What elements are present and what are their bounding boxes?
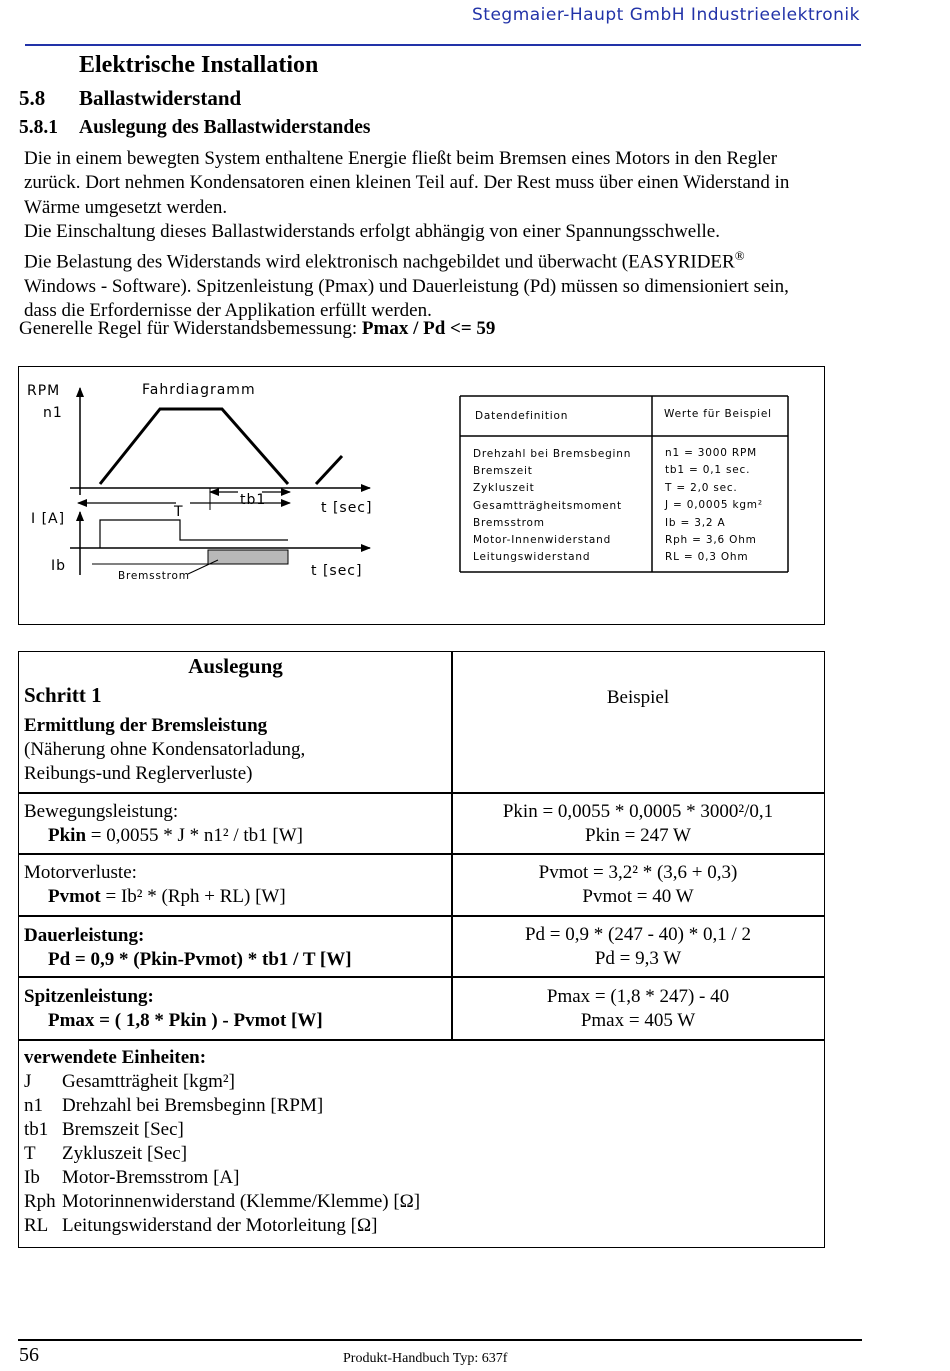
intro-line: Die in einem bewegten System enthaltene Energie fließt beim Bremsen eines Motors in den Regler xyxy=(24,148,778,169)
step-note-2: Reibungs-und Reglerverluste) xyxy=(24,763,253,784)
unit-symbol: n1 xyxy=(24,1095,43,1116)
section-number: 5.8 xyxy=(19,86,46,110)
units-symbols xyxy=(24,1070,56,1238)
example-line-2: Pmax = 405 W xyxy=(580,1010,696,1031)
brake-current-block xyxy=(208,550,288,564)
dt-definition: Leitungswiderstand xyxy=(473,551,591,564)
formula-symbol: Pkin xyxy=(48,825,87,846)
unit-symbol: T xyxy=(24,1143,36,1164)
dt-definitions xyxy=(473,446,631,566)
dt-values xyxy=(665,445,763,567)
section-title: Ballastwiderstand xyxy=(79,86,242,110)
speed-profile xyxy=(100,409,288,484)
step-title: Ermittlung der Bremsleistung xyxy=(24,715,268,736)
unit-symbol: RL xyxy=(24,1215,49,1236)
unit-description: Motor-Bremsstrom [A] xyxy=(62,1167,240,1188)
units-descriptions xyxy=(62,1070,420,1238)
example-line-1: Pd = 0,9 * (247 - 40) * 0,1 / 2 xyxy=(524,924,752,945)
dt-definition: Gesamtträgheitsmoment xyxy=(473,499,622,512)
intro-line: Wärme umgesetzt werden. xyxy=(24,196,228,218)
unit-description: Gesamtträgheit [kgm²] xyxy=(62,1071,235,1092)
n1-label: n1 xyxy=(43,405,63,421)
intro-line-text: Die Belastung des Widerstands wird elektronisch nachgebildet und überwacht (EASYRIDER xyxy=(24,251,735,273)
unit-symbol: tb1 xyxy=(24,1119,49,1140)
example-line-1: Pkin = 0,0055 * 0,0005 * 3000²/0,1 xyxy=(502,801,774,822)
example-heading: Beispiel xyxy=(606,687,670,708)
unit-symbol: Rph xyxy=(24,1191,56,1212)
example-line-2: Pkin = 247 W xyxy=(585,825,691,846)
example-line-1: Pmax = (1,8 * 247) - 40 xyxy=(546,986,730,1007)
unit-description: Drehzahl bei Bremsbeginn [RPM] xyxy=(62,1095,324,1116)
unit-description: Zykluszeit [Sec] xyxy=(62,1143,188,1164)
formula-symbol: Pvmot xyxy=(48,886,101,907)
current-profile xyxy=(100,520,288,548)
row-formula: Pd = 0,9 * (Pkin-Pvmot) * tb1 / T [W] xyxy=(48,949,352,970)
units-heading: verwendete Einheiten: xyxy=(24,1047,207,1068)
dt-value: T = 2,0 sec. xyxy=(665,481,738,494)
unit-description: Leitungswiderstand der Motorleitung [Ω] xyxy=(62,1215,378,1236)
dt-col1-header: Datendefinition xyxy=(475,410,569,422)
unit-symbol: Ib xyxy=(24,1167,40,1188)
dt-definition: Bremsstrom xyxy=(473,516,545,529)
rpm-label: RPM xyxy=(27,383,61,399)
cycle-time-label: T xyxy=(174,504,184,520)
row-label: Motorverluste: xyxy=(24,862,137,883)
t-sec-label-1: t [sec] xyxy=(321,500,373,516)
formula-text: = 0,0055 * J * n1² / tb1 [W] xyxy=(86,825,303,846)
dt-definition: Motor-Innenwiderstand xyxy=(473,534,612,547)
footer-doc-title: Produkt-Handbuch Typ: 637f xyxy=(343,1351,508,1366)
rule-prefix: Generelle Regel für Widerstandsbemessung: xyxy=(19,318,362,339)
company-header: Stegmaier-Haupt GmbH Industrieelektronik xyxy=(471,5,860,25)
t-sec-label-2: t [sec] xyxy=(311,563,363,579)
row-label: Bewegungsleistung: xyxy=(24,801,179,822)
example-line-2: Pvmot = 40 W xyxy=(582,886,694,907)
footer-rule xyxy=(18,1339,862,1341)
row-formula xyxy=(48,885,286,909)
speed-profile-next xyxy=(316,456,342,484)
chapter-title: Elektrische Installation xyxy=(79,52,319,78)
row-formula: Pmax = ( 1,8 * Pkin ) - Pvmot [W] xyxy=(48,1010,323,1031)
diagram-title: Fahrdiagramm xyxy=(142,382,256,398)
row-label: Dauerleistung: xyxy=(24,925,145,946)
dt-definition: Bremszeit xyxy=(473,465,533,478)
dt-value: Rph = 3,6 Ohm xyxy=(665,534,757,547)
dt-value: J = 0,0005 kgm² xyxy=(665,499,763,512)
page-number: 56 xyxy=(19,1344,39,1366)
brake-current-label: Bremsstrom xyxy=(118,570,190,582)
dt-value: RL = 0,3 Ohm xyxy=(665,551,749,564)
intro-line: Die Einschaltung dieses Ballastwiderstands erfolgt abhängig von einer Spannungsschwelle. xyxy=(24,220,720,242)
tb1-label: tb1 xyxy=(240,492,267,508)
current-label: I [A] xyxy=(31,511,66,527)
calc-heading: Auslegung xyxy=(188,654,283,678)
registered-mark: ® xyxy=(734,248,745,264)
calc-example-head-cell xyxy=(451,651,825,794)
subsection-number: 5.8.1 xyxy=(19,117,58,138)
dt-value: tb1 = 0,1 sec. xyxy=(665,464,751,477)
step-note-1: (Näherung ohne Kondensatorladung, xyxy=(24,739,306,760)
dt-definition: Zykluszeit xyxy=(473,482,535,495)
rule-formula: Pmax / Pd <= 59 xyxy=(361,318,496,339)
ib-label: Ib xyxy=(51,558,67,574)
example-line-2: Pd = 9,3 W xyxy=(594,948,682,969)
dt-definition: Drehzahl bei Bremsbeginn xyxy=(473,448,632,460)
brake-current-pointer xyxy=(188,560,218,574)
intro-line: Windows - Software). Spitzenleistung (Pmax) und Dauerleistung (Pd) müssen so dimensioniert sein, xyxy=(24,275,789,297)
unit-symbol: J xyxy=(24,1071,32,1092)
unit-description: Motorinnenwiderstand (Klemme/Klemme) [Ω] xyxy=(62,1191,421,1212)
row-label: Spitzenleistung: xyxy=(24,986,154,1007)
row-formula xyxy=(48,824,303,848)
intro-line: zurück. Dort nehmen Kondensatoren einen kleinen Teil auf. Der Rest muss über einen Widerstand in xyxy=(24,172,790,194)
dt-col2-header: Werte für Beispiel xyxy=(664,408,772,420)
dt-value: n1 = 3000 RPM xyxy=(665,447,757,459)
subsection-title: Auslegung des Ballastwiderstandes xyxy=(79,117,371,138)
formula-text: = Ib² * (Rph + RL) [W] xyxy=(100,886,286,907)
step-label: Schritt 1 xyxy=(24,683,102,707)
example-line-1: Pvmot = 3,2² * (3,6 + 0,3) xyxy=(538,862,738,883)
unit-description: Bremszeit [Sec] xyxy=(62,1119,184,1140)
intro-line: dass die Erfordernisse der Applikation erfüllt werden. xyxy=(24,300,432,322)
dt-value: Ib = 3,2 A xyxy=(665,516,726,529)
